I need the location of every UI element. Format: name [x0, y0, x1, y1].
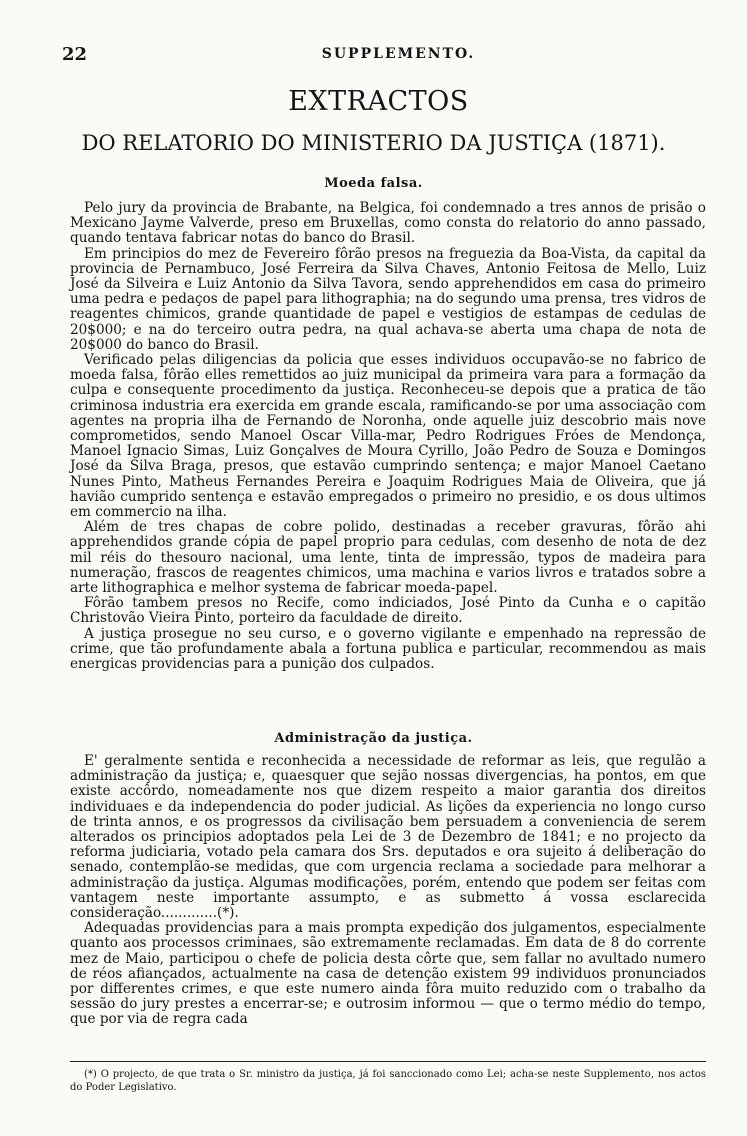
running-head: SUPPLEMENTO.	[321, 46, 476, 62]
paragraph: Verificado pelas diligencias da policia que esses individuos occupavão-se no fabrico de moeda falsa, fôrão elles remettidos ao juiz municipal da primeira vara para a formação da culpa e consequente procedimento da justiça. Reconheceu-se depois que a pratica de tão criminosa industria era exercida em grande escala, ramificando-se por uma associação com agentes na propria ilha de Fernando de Noronha, onde aquelle juiz descobrio mais nove comprometidos, sendo Manoel Oscar Villa-mar, Pedro Rodrigues Fróes de Mendonça, Manoel Ignacio Simas, Luiz Gonçalves de Moura Cyrillo, João Pedro de Souza e Domingos José da Silva Braga, presos, que estavão cumprindo sentença; e major Manoel Caetano Nunes Pinto, Matheus Fernandes Pereira e Joaquim Rodrigues Maia de Oliveira, que já havião cumprido sentença e estavão empregados o primeiro no presidio, e os dous ultimos em commercio na ilha.	[70, 352, 706, 521]
document-title: EXTRACTOS	[288, 86, 469, 117]
paragraph: Pelo jury da provincia de Brabante, na Belgica, foi condemnado a tres annos de prisão o Mexicano Jayme Valverde, preso em Bruxellas, como consta do relatorio do anno passado, quando tentava fabricar notas do banco do Brasil.	[70, 200, 706, 247]
paragraph: E' geralmente sentida e reconhecida a necessidade de reformar as leis, que regulão a administração da justiça; e, quaesquer que sejão nossas divergencias, ha pontos, em que existe accôrdo, nomeadamente nos que dizem respeito a maior garantia dos direitos individuaes e da independencia do poder judicial. As lições da experiencia no longo curso de trinta annos, e os progressos da civilisação bem persuadem a conveniencia de serem alterados os principios adoptados pela Lei de 3 de Dezembro de 1841; e no projecto da reforma judiciaria, votado pela camara dos Srs. deputados e ora sujeito á deliberação do senado, contemplão-se medidas, que com urgencia reclama a sociedade para melhorar a administração da justiça. Algumas modificações, porém, entendo que podem ser feitas com vantagem neste importante assumpto, e as submetto á vossa esclarecida consideração.............(*).	[70, 753, 706, 922]
section-heading-moeda-falsa: Moeda falsa.	[324, 176, 423, 191]
page-number: 22	[62, 44, 88, 65]
footnote-divider	[70, 1061, 706, 1062]
paragraph: Em principios do mez de Fevereiro fôrão presos na freguezia da Boa-Vista, da capital da provincia de Pernambuco, José Ferreira da Silva Chaves, Antonio Feitosa de Mello, Luiz José da Silveira e Luiz Antonio da Silva Tavora, sendo apprehendidos em casa do primeiro uma pedra e pedaços de papel para lithographia; na do segundo uma prensa, tres vidros de reagentes chimicos, grande quantidade de papel e vestigios de estampas de cedulas de 20$000; e na do terceiro outra pedra, na qual achava-se aberta uma chapa de nota de 20$000 do banco do Brasil.	[70, 245, 706, 353]
section-body-administracao	[70, 754, 706, 1028]
footnote-text: (*) O projecto, de que trata o Sr. ministro da justiça, já foi sanccionado como Lei; acha-se neste Supplemento, nos actos do Poder Legislativo.	[70, 1069, 706, 1093]
paragraph: Adequadas providencias para a mais prompta expedição dos julgamentos, especialmente quanto aos processos criminaes, são extremamente reclamadas. Em data de 8 do corrente mez de Maio, participou o chefe de policia desta côrte que, sem fallar no avultado numero de réos afiançados, actualmente na casa de detenção existem 99 individuos pronunciados por differentes crimes, e que este numero ainda fôra muito reduzido com o trabalho da sessão do jury prestes a encerrar-se; e outrosim informou — que o termo médio do tempo, que por via de regra cada	[70, 920, 706, 1028]
document-subtitle: DO RELATORIO DO MINISTERIO DA JUSTIÇA (1871).	[81, 131, 666, 155]
section-body-moeda-falsa	[70, 201, 706, 672]
paragraph: A justiça prosegue no seu curso, e o governo vigilante e empenhado na repressão de crime, que tão profundamente abala a fortuna publica e particular, recommendou as mais energicas providencias para a punição dos culpados.	[70, 625, 706, 673]
paragraph: Fôrão tambem presos no Recife, como indiciados, José Pinto da Cunha e o capitão Christovão Vieira Pinto, porteiro da faculdade de direito.	[70, 595, 706, 627]
footnote	[70, 1068, 706, 1094]
paragraph: Além de tres chapas de cobre polido, destinadas a receber gravuras, fôrão ahi apprehendidos grande cópia de papel proprio para cedulas, com desenho de nota de dez mil réis do thesouro nacional, uma lente, tinta de impressão, typos de madeira para numeração, frascos de reagentes chimicos, uma machina e varios livros e tratados sobre a arte lithographica e melhor systema de fabricar moeda-papel.	[70, 519, 706, 597]
section-heading-administracao: Administração da justiça.	[274, 731, 473, 746]
